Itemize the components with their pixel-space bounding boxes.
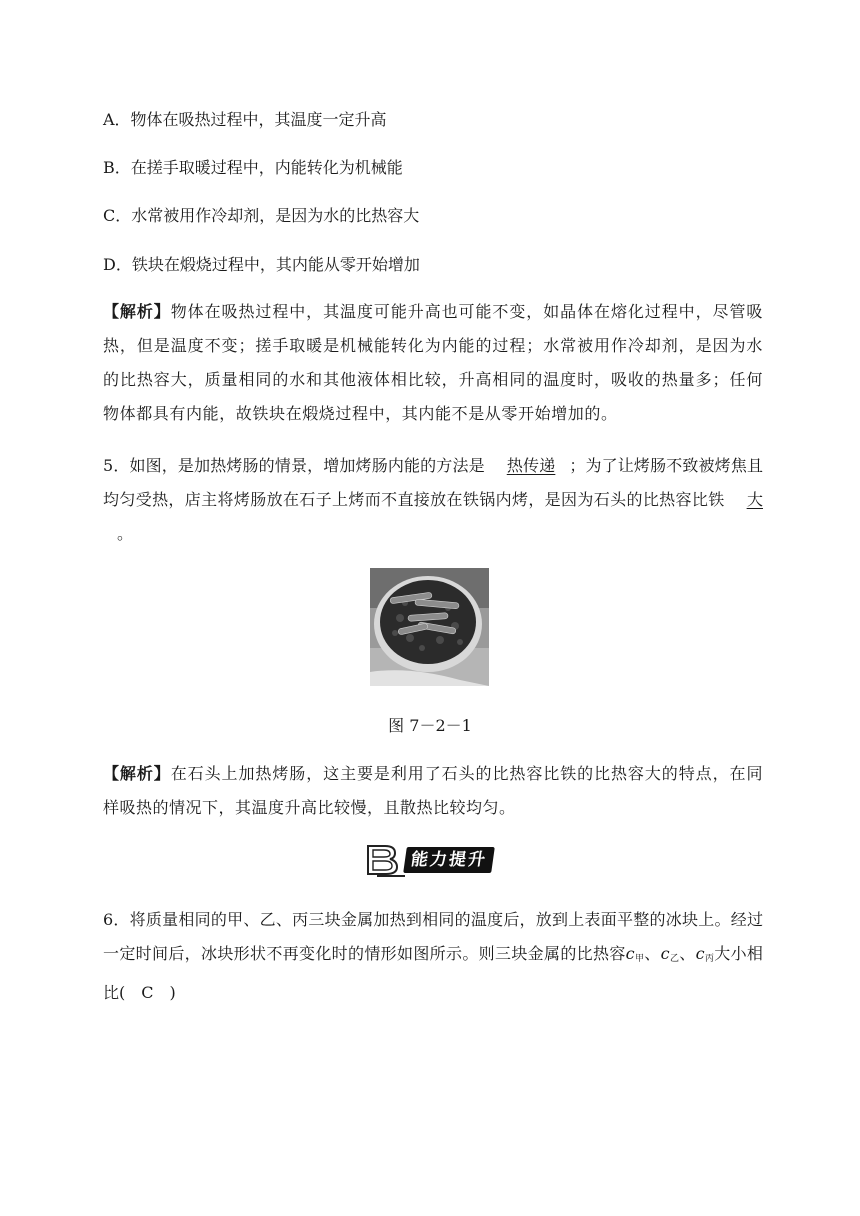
q6-tail: 大小相比( C ) [103,944,763,1002]
subscript-yi: 乙 [669,954,680,964]
q5-middle: ；为了让烤肠不致被烤焦且均匀受热，店主将烤肠放在石子上烤而不直接放在铁锅内烤，是因为石头的比热容比铁 [103,456,763,509]
section-letter-icon [365,843,405,877]
analysis-text: 物体在吸热过程中，其温度可能升高也可能不变，如晶体在熔化过程中，尽管吸热，但是温度不变；搓手取暖是机械能转化为内能的过程；水常被用作冷却剂，是因为水的比热容大，质量相同的水和其他液体相比较，升高相同的温度时，吸收的热量多；任何物体都具有内能，故铁块在煅烧过程中，其内能不是从零开始增加的。 [103,302,763,423]
separator: 、 [679,944,696,963]
q6-text: 6．将质量相同的甲、乙、丙三块金属加热到相同的温度后，放到上表面平整的冰块上。经过一定时间后，冰块形状不再变化时的情形如图所示。则三块金属的比热容 [103,910,763,963]
q5-suffix: 。 [117,524,134,543]
option-c: C．水常被用作冷却剂，是因为水的比热容大 [103,206,420,225]
q5-answer-blank-1 [485,456,570,475]
analysis-text-2: 在石头上加热烤肠，这主要是利用了石头的比热容比铁的比热容大的特点，在同样吸热的情况下，其温度升高比较慢，且散热比较均匀。 [103,764,763,817]
option-d: D．铁块在煅烧过程中，其内能从零开始增加 [103,255,420,274]
analysis-paragraph-1 [103,295,763,431]
subscript-jia: 甲 [634,954,645,964]
symbol-c: c [695,944,705,963]
roasting-sausages-photo [370,568,489,686]
option-a: A．物体在吸热过程中，其温度一定升高 [103,110,387,129]
symbol-c: c [625,944,635,963]
option-b: B．在搓手取暖过程中，内能转化为机械能 [103,158,403,177]
section-title: 能力提升 [403,847,495,873]
analysis-paragraph-2 [103,757,763,825]
symbol-c: c [660,944,670,963]
analysis-label-2: 【解析】 [103,764,171,783]
question-6 [103,903,763,1010]
q5-answer-2: 大 [746,490,763,509]
q5-prefix: 5．如图，是加热烤肠的情景，增加烤肠内能的方法是 [103,456,485,475]
question-5 [103,449,763,551]
subscript-bing: 丙 [704,954,715,964]
section-badge [365,843,495,877]
analysis-label: 【解析】 [103,302,171,321]
q5-answer-1: 热传递 [506,456,556,475]
figure-caption: 图 7－2－1 [388,716,472,735]
separator: 、 [644,944,661,963]
